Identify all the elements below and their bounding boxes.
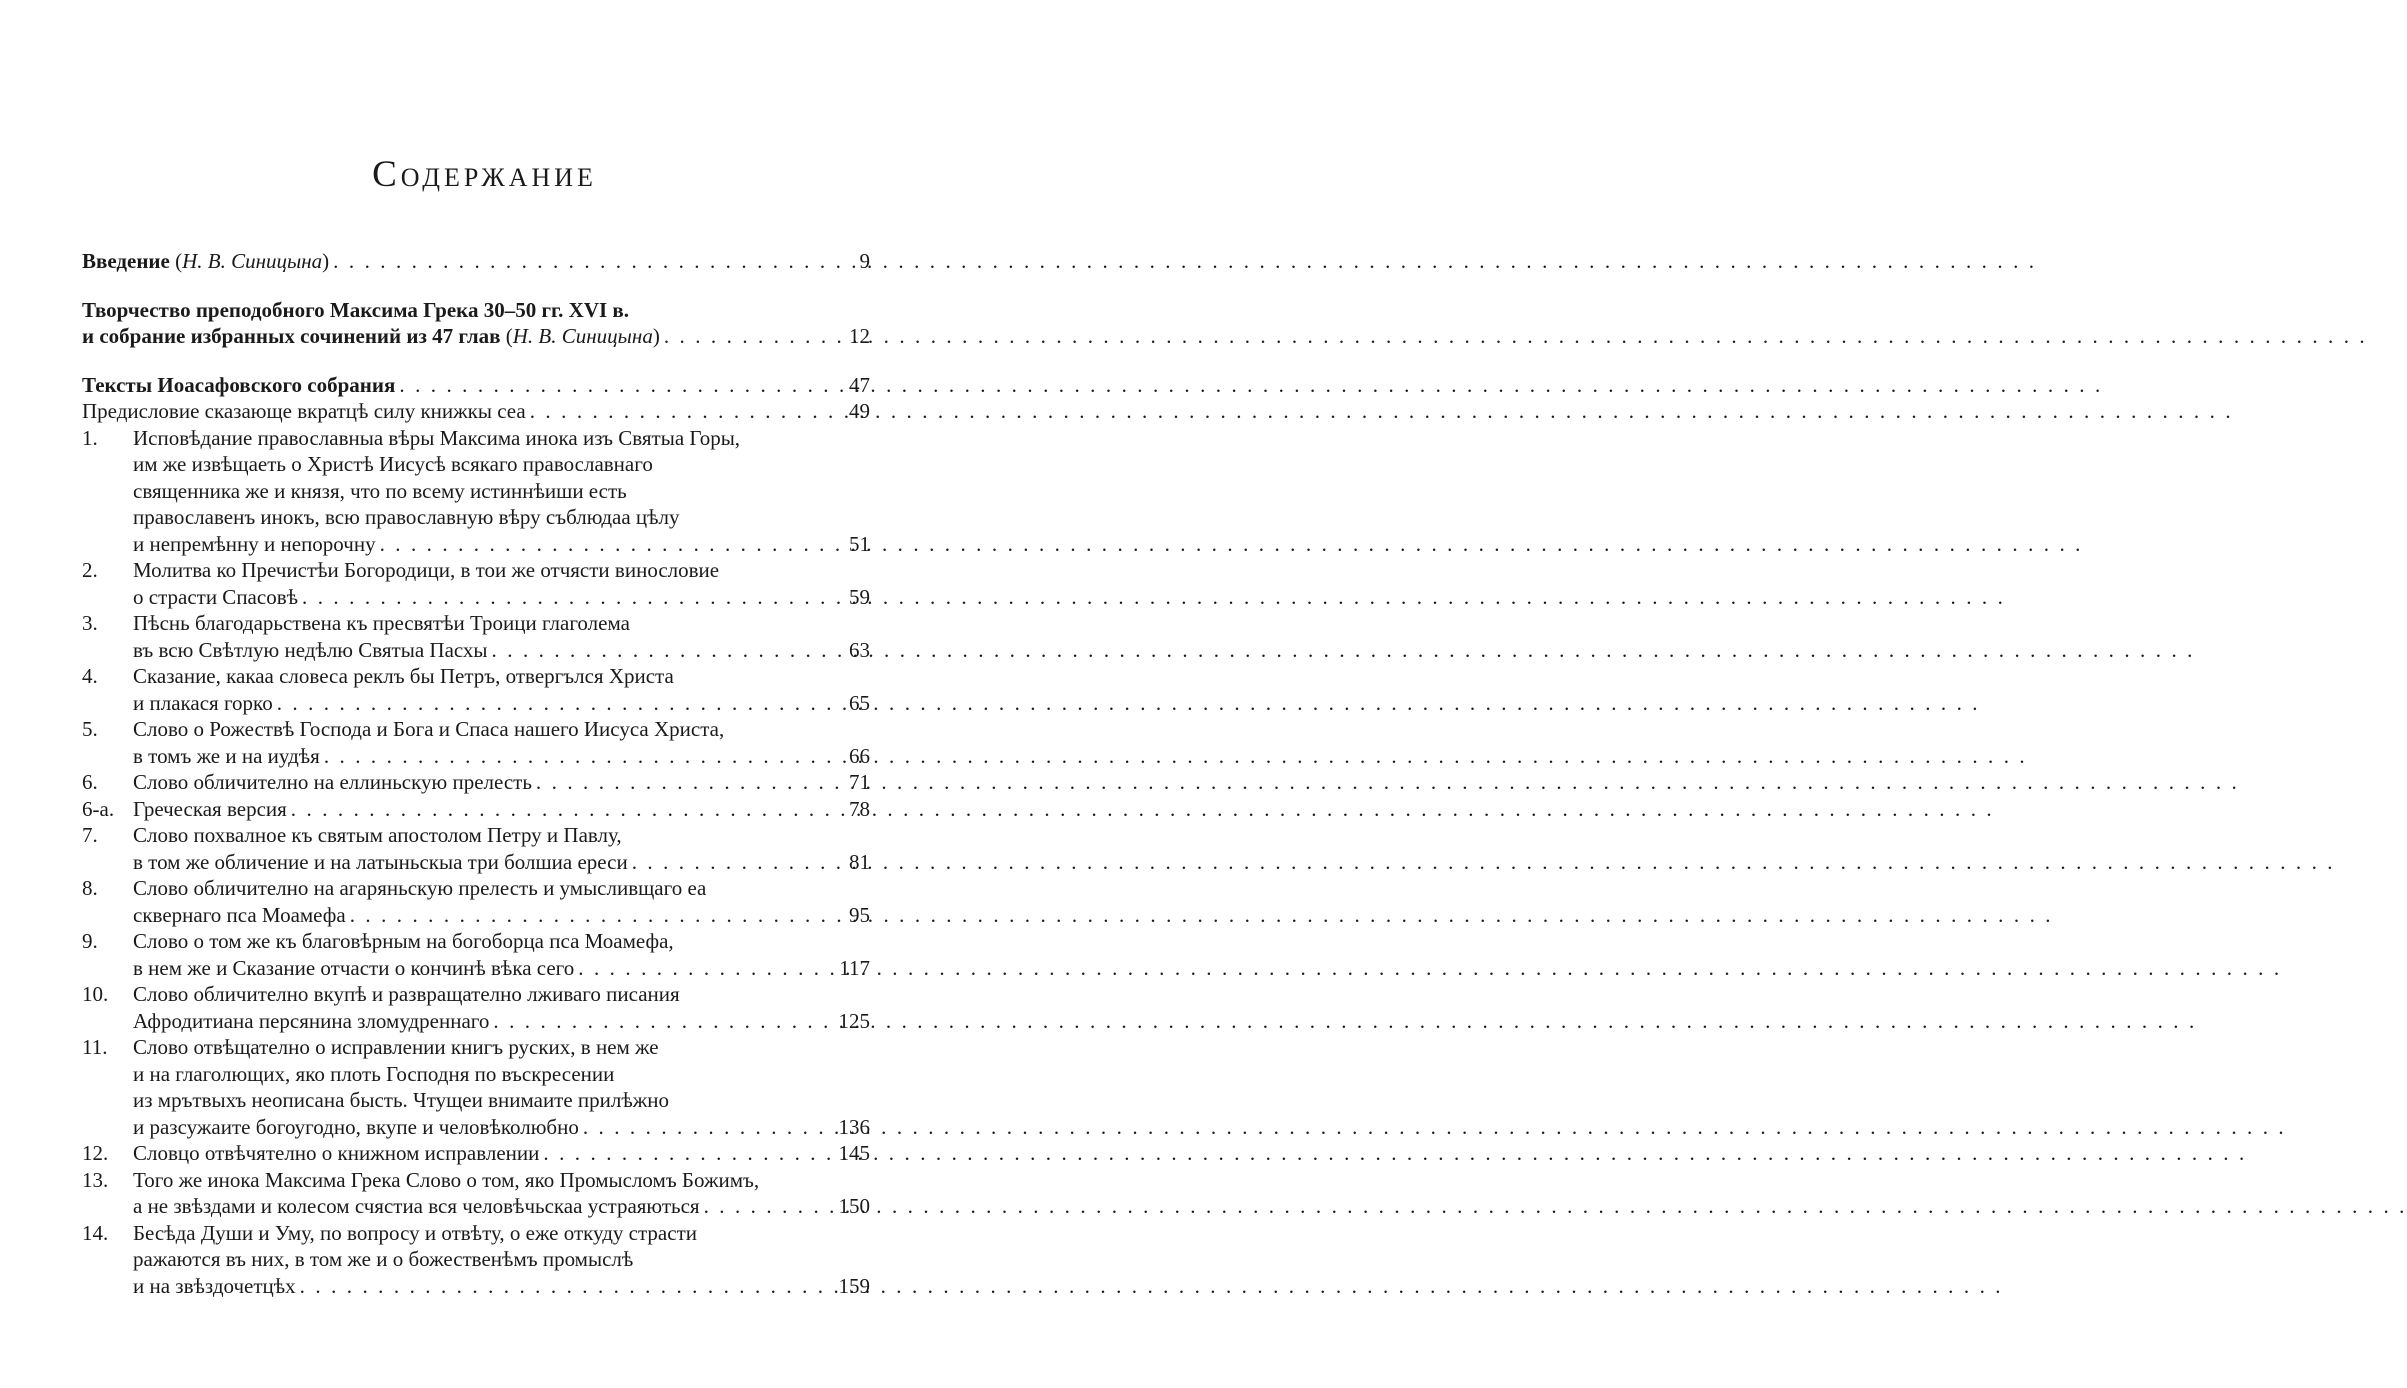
page-number: 150 [838,1194,870,1218]
toc-entry-line[interactable] [82,716,870,743]
entry-text: Пѣснь благодарьствена къ пресвятѣи Троици глаголема [133,611,630,635]
entry-text: им же извѣщаеть о Христѣ Иисусѣ всякаго православнаго [133,452,653,476]
entry-text: Того же инока Максима Грека Слово о том, яко Промысломъ Божимъ, [133,1167,760,1192]
page-number: 12 [849,324,870,348]
toc-entry-line[interactable] [82,451,870,478]
leader-dots [632,849,818,876]
toc-entry-creativity-line2[interactable]: и собрание избранных сочинений из 47 глав (Н. В. Синицына) . . . 12 [82,323,870,350]
toc-entry-line[interactable] [82,981,870,1008]
toc-entry-intro[interactable]: Введение (Н. В. Синицына) . . . 9 [82,248,870,275]
page-title: Содержание [372,153,597,195]
page-number: 51 [849,531,870,556]
entry-number: 14. [82,1220,109,1245]
page-number: 145 [838,1141,870,1165]
entry-text: въ всю Свѣтлую недѣлю Святыа Пасхы [133,637,488,662]
entry-number: 2. [82,558,98,582]
entry-text: и разсужаите богоугодно, вкупе и человѣколюбно [133,1114,579,1139]
page-number: 63 [849,637,870,662]
leader-dots [333,248,818,275]
entry-text: в нем же и Сказание отчасти о кончинѣ вѣка сего [133,955,575,980]
entry-number: 11. [82,1035,108,1059]
toc-entry-line[interactable] [82,743,870,770]
entry-text: сквернаго пса Моамефа [133,902,346,927]
toc-entry-line[interactable] [82,425,870,452]
entry-text: Слово обличително вкупѣ и развращателно лживаго писания [133,982,680,1006]
page-number: 49 [849,399,870,423]
entry-text: в том же обличение и на латыньскыа три болшиа ереси [133,849,628,874]
entry-number: 12. [82,1141,109,1165]
entry-text: в томъ же и на иудѣя [133,743,320,768]
entry-text: из мрътвыхъ неописана бысть. Чтущеи внимаите прилѣжно [133,1088,670,1112]
entry-number: 3. [82,611,98,635]
page-number: 81 [849,849,870,874]
leader-dots [536,769,818,796]
texts-label: Тексты Иоасафовского собрания [82,372,396,397]
entry-text: Слово о том же къ благовѣрным на богоборца пса Моамефа, [133,929,674,953]
toc-entry-line[interactable] [82,557,870,584]
toc-entry-line[interactable] [82,769,870,796]
table-of-contents [82,248,870,1299]
entry-text: Афродитиана персянина зломудреннаго [133,1008,490,1033]
toc-entry-line[interactable] [82,504,870,531]
page-number: 59 [849,584,870,609]
toc-entry-line[interactable] [82,1220,870,1247]
entry-text: Сказание, какаа словеса реклъ бы Петръ, отвергълся Христа [133,664,674,688]
page-number: 95 [849,902,870,927]
toc-entry-line[interactable] [82,478,870,505]
entry-text: Слово похвалное къ святым апостолом Петру и Павлу, [133,823,622,847]
toc-entry-line[interactable] [82,849,870,876]
toc-entry-preface[interactable] [82,398,870,425]
leader-dots [324,743,818,770]
entry-number: 4. [82,664,98,688]
leader-dots [543,1140,818,1167]
page-number: 9 [859,249,870,273]
toc-entry-texts[interactable] [82,372,870,399]
entry-text: Слово отвѣщателно о исправлении книгъ руских, в нем же [133,1035,659,1059]
creativity-line1: Творчество преподобного Максима Грека 30–50 гг. XVI в. [82,297,629,322]
leader-dots [399,372,818,399]
page-number: 47 [849,372,870,397]
page-number: 71 [849,770,870,794]
toc-entry-line[interactable] [82,822,870,849]
entry-number: 6-а. [82,796,115,821]
leader-dots [493,1008,818,1035]
toc-entry-line[interactable] [82,1273,870,1300]
entry-text: Исповѣдание православныа вѣры Максима инока изъ Святыа Горы, [133,425,741,450]
entry-text: и плакася горко [133,690,273,715]
leader-dots [583,1114,818,1141]
leader-dots [704,1193,818,1220]
toc-entry-line[interactable] [82,531,870,558]
preface-text: Предисловие сказающе вкратцѣ силу книжкы сеа [82,399,526,423]
entry-text: Слово обличително на агаряньскую прелесть и умысливщаго еа [133,876,707,900]
page [0,0,969,1388]
entry-number: 1. [82,425,98,450]
entry-number: 10. [82,982,109,1006]
entry-number: 7. [82,823,98,847]
toc-entry-creativity-line1[interactable] [82,297,870,324]
toc-entry-line[interactable] [82,796,870,823]
entry-text: православенъ инокъ, всю православную вѣру съблюдаа цѣлу [133,505,680,529]
entry-text: о страсти Спасовѣ [133,584,299,609]
leader-dots [300,1273,818,1300]
entry-number: 9. [82,929,98,953]
creativity-author: Н. В. Синицына [512,324,653,348]
creativity-line2: и собрание избранных сочинений из 47 глав [82,324,501,348]
toc-entry-line[interactable] [82,955,870,982]
toc-entry-line[interactable] [82,1008,870,1035]
entry-text: и на глаголющих, яко плоть Господня по въскресении [133,1061,615,1086]
toc-entry-line[interactable] [82,1246,870,1273]
entry-text: а не звѣздами и колесом счястиа вся человѣчьскаа устраяються [133,1194,700,1218]
toc-entry-line[interactable] [82,875,870,902]
toc-entry-line[interactable] [82,1034,870,1061]
toc-entry-line[interactable] [82,610,870,637]
page-number: 66 [849,743,870,768]
toc-entry-line[interactable] [82,1061,870,1088]
entry-text: и на звѣздочетцѣх [133,1273,296,1298]
leader-dots [350,902,818,929]
page-number: 78 [849,796,870,821]
page-number: 65 [849,690,870,715]
page-number: 159 [838,1273,870,1298]
entry-text: ражаются въ них, в том же и о божественѣмъ промыслѣ [133,1247,634,1271]
leader-dots [492,637,818,664]
entry-text: Греческая версия [133,796,287,821]
entry-text: Слово обличително на еллиньскую прелесть [133,770,532,794]
entry-number: 13. [82,1167,109,1192]
page-number: 125 [838,1008,870,1033]
toc-entry-line[interactable] [82,637,870,664]
leader-dots [302,584,818,611]
entry-text: священника же и князя, что по всему истиннѣиши есть [133,478,627,503]
entry-number: 5. [82,717,98,741]
entry-number: 8. [82,876,98,900]
entry-text: Бесѣда Души и Уму, по вопросу и отвѣту, о еже откуду страсти [133,1220,697,1245]
toc-entry-line[interactable] [82,1140,870,1167]
leader-dots [530,398,818,425]
entry-text: Словцо отвѣчятелно о книжном исправлении [133,1141,540,1165]
leader-dots [578,955,818,982]
entry-text: Слово о Рожествѣ Господа и Бога и Спаса нашего Иисуса Христа, [133,717,725,741]
entry-text: Молитва ко Пречистѣи Богородици, в тои же отчясти винословие [133,558,720,582]
toc-entry-line[interactable] [82,690,870,717]
toc-entry-line[interactable] [82,1087,870,1114]
page-number: 117 [839,955,870,980]
toc-entry-line[interactable] [82,663,870,690]
intro-author: Н. В. Синицына [182,249,323,273]
toc-entry-line[interactable] [82,584,870,611]
toc-entry-line[interactable] [82,1167,870,1194]
entry-number: 6. [82,770,98,794]
toc-entry-line[interactable] [82,1193,870,1220]
page-number: 136 [838,1114,870,1139]
leader-dots [380,531,818,558]
intro-label: Введение [82,249,170,273]
leader-dots [291,796,818,823]
toc-entry-line[interactable] [82,928,870,955]
toc-entries-list [82,425,870,1300]
leader-dots [664,323,818,350]
entry-text: и непремѣнну и непорочну [133,531,376,556]
toc-entry-line[interactable] [82,1114,870,1141]
toc-entry-line[interactable] [82,902,870,929]
leader-dots [277,690,818,717]
